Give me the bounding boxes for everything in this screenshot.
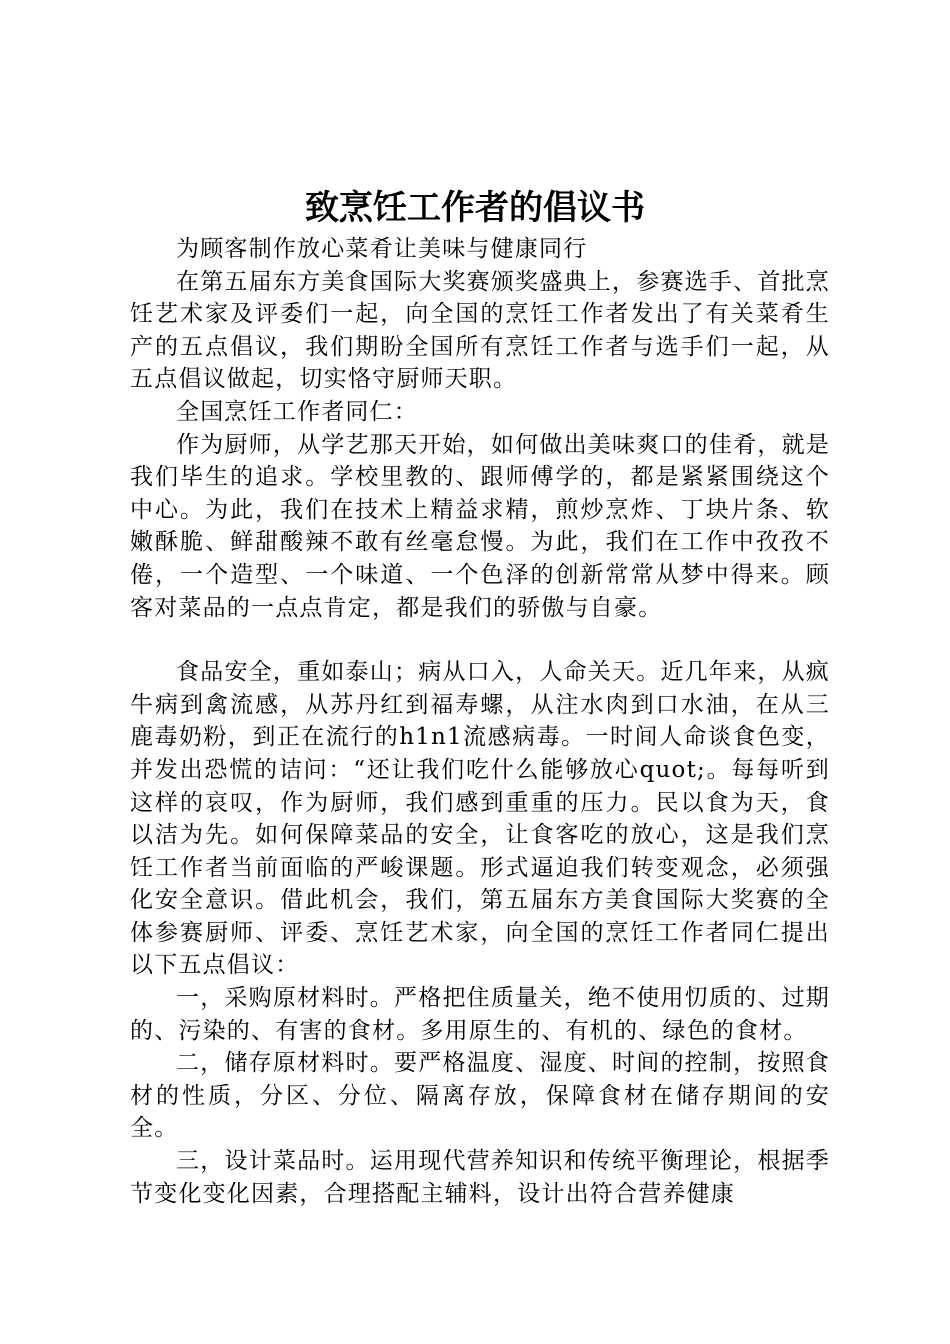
proposal-item: 二，储存原材料时。要严格温度、湿度、时间的控制，按照食材的性质，分区、分位、隔离存放，保障食材在储存期间的安全。 [130, 1050, 830, 1142]
subtitle-paragraph: 为顾客制作放心菜肴让美味与健康同行 [176, 236, 588, 262]
body-paragraph: 作为厨师，从学艺那天开始，如何做出美味爽口的佳肴，就是我们毕生的追求。学校里教的、跟师傅学的，都是紧紧围绕这个中心。为此，我们在技术上精益求精，煎炒烹炸、丁块片条、软嫩酥脆、鲜甜酸辣不敢有丝毫怠慢。为此，我们在工作中孜孜不倦，一个造型、一个味道、一个色泽的创新常常从梦中得来。顾客对菜品的一点点肯定，都是我们的骄傲与自豪。 [130, 431, 830, 621]
proposal-item: 一，采购原材料时。严格把住质量关，绝不使用忉质的、过期的、污染的、有害的食材。多用原生的、有机的、绿色的食材。 [130, 985, 830, 1044]
document-body [130, 233, 830, 1210]
document-title: 致烹饪工作者的倡议书 [305, 188, 645, 228]
salutation-paragraph: 全国烹饪工作者同仁： [176, 398, 418, 425]
body-paragraph: 食品安全，重如泰山；病从口入，人命关天。近几年来，从疯牛病到禽流感，从苏丹红到福寿螺，从注水肉到口水油，在从三鹿毒奶粉，到正在流行的h1n1流感病毒。一时间人命谈食色变，并发出恐慌的诘问：“还让我们吃什么能够放心quot;。每每听到这样的哀叹，作为厨师，我们感到重重的压力。民以食为天，食以洁为先。如何保障菜品的安全，让食客吃的放心，这是我们烹饪工作者当前面临的严峻课题。形式逼迫我们转变观念，必须强化安全意识。借此机会，我们，第五届东方美食国际大奖赛的全体参赛厨师、评委、烹饪艺术家，向全国的烹饪工作者同仁提出以下五点倡议： [130, 659, 830, 979]
proposal-item: 三，设计菜品时。运用现代营养知识和传统平衡理论，根据季节变化变化因素，合理搭配主辅料，设计出符合营养健康 [130, 1148, 830, 1207]
intro-paragraph: 在第五届东方美食国际大奖赛颁奖盛典上，参赛选手、首批烹饪艺术家及评委们一起，向全国的烹饪工作者发出了有关菜肴生产的五点倡议，我们期盼全国所有烹饪工作者与选手们一起，从五点倡议做起，切实恪守厨师天职。 [130, 268, 830, 393]
